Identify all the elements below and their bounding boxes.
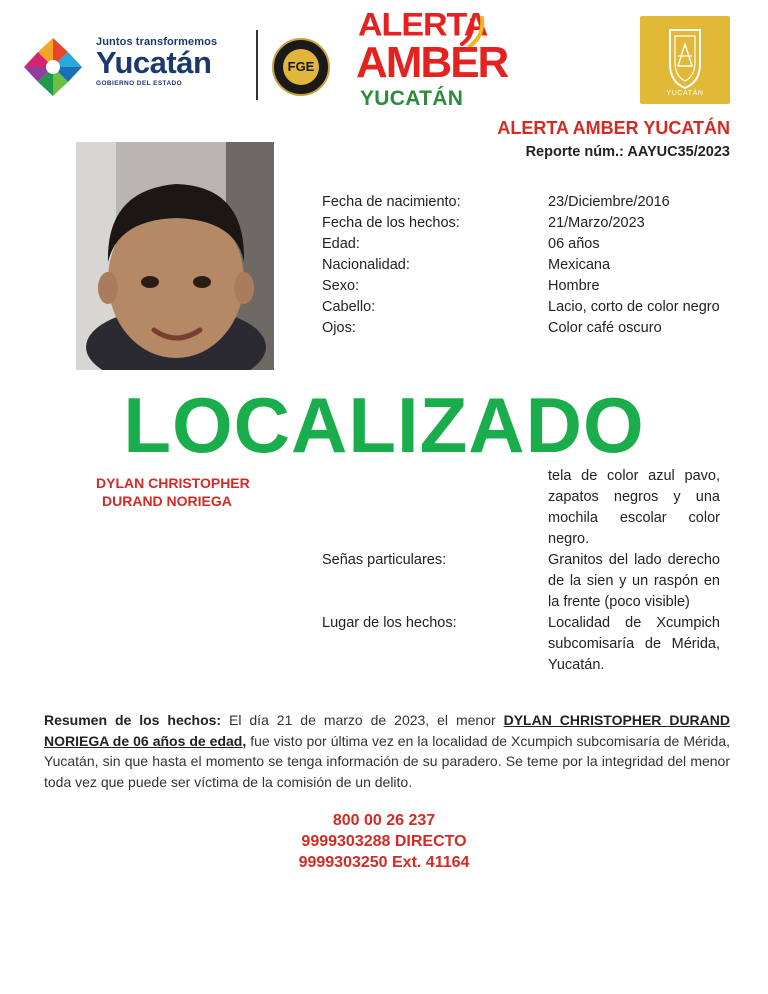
yucatan-emblem-icon bbox=[20, 34, 86, 100]
child-portrait-icon bbox=[76, 142, 274, 370]
amber-logo-line1: ALERTA bbox=[358, 6, 488, 44]
fge-label: FGE bbox=[283, 49, 319, 85]
detail-value: Localidad de Xcumpich subcomisaría de Mérida, Yucatán. bbox=[548, 615, 720, 673]
contact-line: 800 00 26 237 bbox=[332, 812, 436, 829]
detail-row bbox=[322, 318, 720, 339]
summary-paragraph bbox=[44, 710, 730, 792]
gobierno-yucatan-logo bbox=[20, 30, 320, 106]
detail-row bbox=[322, 276, 720, 297]
detail-row bbox=[322, 234, 720, 255]
detail-label: Nacionalidad: bbox=[322, 257, 410, 273]
detail-value: 23/Diciembre/2016 bbox=[548, 194, 670, 210]
amber-logo-line3: YUCATÁN bbox=[360, 87, 464, 110]
contact-numbers bbox=[0, 810, 768, 873]
detail-value: Color café oscuro bbox=[548, 320, 662, 336]
summary-highlight: DYLAN CHRISTOPHER DURAND NORIEGA de 06 años de edad, bbox=[44, 712, 730, 749]
detail-label: Sexo: bbox=[322, 278, 360, 294]
person-name-line1: DYLAN CHRISTOPHER bbox=[96, 475, 250, 491]
contact-line: 9999303250 Ext. 41164 bbox=[298, 854, 470, 871]
gov-subtitle: GOBIERNO DEL ESTADO bbox=[96, 80, 183, 87]
detail-row bbox=[322, 466, 720, 550]
detail-label bbox=[322, 466, 548, 550]
fge-seal-icon bbox=[272, 38, 330, 96]
summary-part2: fue visto por última vez en la localidad de Xcumpich subcomisaría de Mérida, Yucatán, sin que hasta el momento se tenga información de su paradero. Se teme por la integridad del menor toda vez que puede ser víctima de la comisión de un delito. bbox=[44, 732, 730, 790]
detail-value: tela de color azul pavo, zapatos negros y una mochila escolar color negro. bbox=[548, 468, 720, 547]
detail-row bbox=[322, 613, 720, 676]
details-table bbox=[322, 192, 720, 339]
detail-row bbox=[322, 297, 720, 318]
localizado-stamp: LOCALIZADO bbox=[123, 381, 645, 469]
detail-value: Granitos del lado derecho de la sien y un raspón en la frente (poco visible) bbox=[548, 552, 720, 610]
detail-value: Lacio, corto de color negro bbox=[548, 299, 720, 315]
detail-row bbox=[322, 192, 720, 213]
summary-label: Resumen de los hechos: bbox=[44, 712, 222, 728]
person-name-line2: DURAND NORIEGA bbox=[102, 493, 232, 509]
detail-label: Edad: bbox=[322, 236, 360, 252]
contact-line: 9999303288 DIRECTO bbox=[301, 833, 467, 850]
detail-label: Señas particulares: bbox=[322, 552, 447, 568]
person-name bbox=[96, 474, 250, 510]
detail-value: Mexicana bbox=[548, 257, 611, 273]
report-number: Reporte núm.: AAYUC35/2023 bbox=[525, 144, 730, 160]
child-photo bbox=[76, 142, 274, 370]
amber-logo-line2: AMBER bbox=[356, 38, 508, 87]
detail-label: Ojos: bbox=[322, 320, 356, 336]
detail-row bbox=[322, 255, 720, 276]
gov-name: Yucatán bbox=[96, 45, 212, 80]
detail-value: 06 años bbox=[548, 236, 600, 252]
logo-divider bbox=[256, 30, 258, 100]
detail-value: Hombre bbox=[548, 278, 600, 294]
detail-label: Cabello: bbox=[322, 299, 376, 315]
alert-title: ALERTA AMBER YUCATÁN bbox=[497, 118, 730, 138]
shield-word: YUCATÁN bbox=[666, 90, 704, 97]
gov-tagline: Juntos transformemos bbox=[96, 36, 218, 48]
detail-value: 21/Marzo/2023 bbox=[548, 215, 645, 231]
alerta-amber-logo bbox=[354, 6, 508, 112]
detail-row bbox=[322, 550, 720, 613]
detail-label: Fecha de los hechos: bbox=[322, 215, 460, 231]
detail-row bbox=[322, 213, 720, 234]
detail-label: Fecha de nacimiento: bbox=[322, 194, 461, 210]
detail-label: Lugar de los hechos: bbox=[322, 615, 457, 631]
summary-part1: El día 21 de marzo de 2023, el menor bbox=[229, 712, 496, 728]
yucatan-shield-logo bbox=[640, 16, 730, 104]
details-table-lower bbox=[322, 466, 720, 676]
